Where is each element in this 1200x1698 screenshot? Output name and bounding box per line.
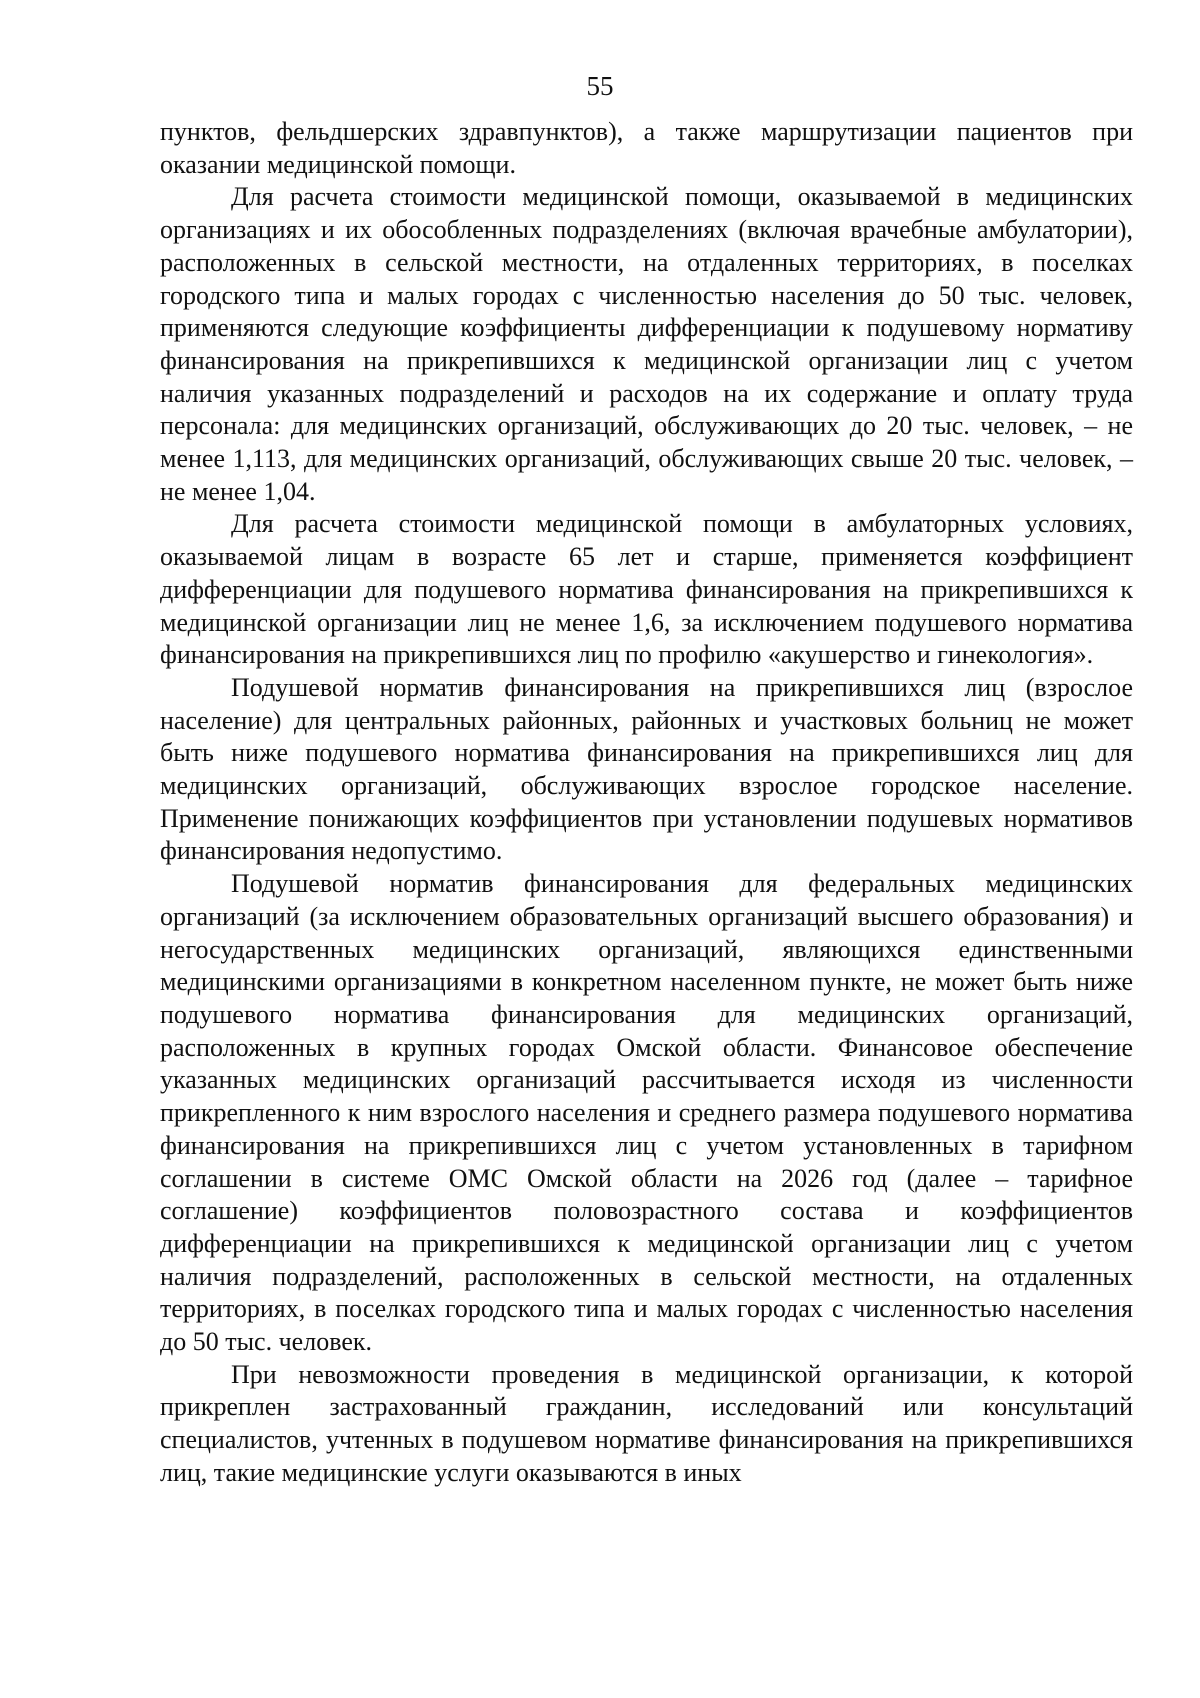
paragraph-continuation: пунктов, фельдшерских здравпунктов), а также маршрутизации пациентов при оказании медицинской помощи. [160,117,1133,179]
paragraph-rural-coefficients: Для расчета стоимости медицинской помощи, оказываемой в медицинских организациях и их обособленных подразделениях (включая врачебные амбулатории), расположенных в сельской местности, на отдаленных территориях, в поселках городского типа и малых городах с численностью населения до 50 тыс. человек, применяются следующие коэффициенты дифференциации к подушевому нормативу финансирования на прикрепившихся к медицинской организации лиц с учетом наличия указанных подразделений и расходов на их содержание и оплату труда персонала: для медицинских организаций, обслуживающих до 20 тыс. человек, – не менее 1,113, для медицинских организаций, обслуживающих свыше 20 тыс. человек, – не менее 1,04. [160,182,1133,506]
page-number: 55 [586,71,614,101]
paragraph-elderly-coefficient: Для расчета стоимости медицинской помощи в амбулаторных условиях, оказываемой лицам в возрасте 65 лет и старше, применяется коэффициент дифференциации для подушевого норматива финансирования на прикрепившихся к медицинской организации лиц не менее 1,6, за исключением подушевого норматива финансирования на прикрепившихся лиц по профилю «акушерство и гинекология». [160,509,1133,670]
paragraph-district-hospitals: Подушевой норматив финансирования на прикрепившихся лиц (взрослое население) для центральных районных, районных и участковых больниц не может быть ниже подушевого норматива финансирования на прикрепившихся лиц для медицинских организаций, обслуживающих взрослое городское население. Применение понижающих коэффициентов при установлении подушевых нормативов финансирования недопустимо. [160,672,1133,866]
paragraph-federal-organizations: Подушевой норматив финансирования для федеральных медицинских организаций (за исключением образовательных организаций высшего образования) и негосударственных медицинских организаций, являющихся единственными медицинскими организациями в конкретном населенном пункте, не может быть ниже подушевого норматива финансирования для медицинских организаций, расположенных в крупных городах Омской области. Финансовое обеспечение указанных медицинских организаций рассчитывается исходя из численности прикрепленного к ним взрослого населения и среднего размера подушевого норматива финансирования на прикрепившихся лиц с учетом установленных в тарифном соглашении в системе ОМС Омской области на 2026 год (далее – тарифное соглашение) коэффициентов половозрастного состава и коэффициентов дифференциации на прикрепившихся к медицинской организации лиц с учетом наличия подразделений, расположенных в сельской местности, на отдаленных территориях, в поселках городского типа и малых городах с численностью населения до 50 тыс. человек. [160,869,1133,1357]
paragraph-external-services: При невозможности проведения в медицинской организации, к которой прикреплен застрахованный гражданин, исследований или консультаций специалистов, учтенных в подушевом нормативе финансирования на прикрепившихся лиц, такие медицинские услуги оказываются в иных [160,1359,1133,1487]
document-body [160,116,1133,1490]
